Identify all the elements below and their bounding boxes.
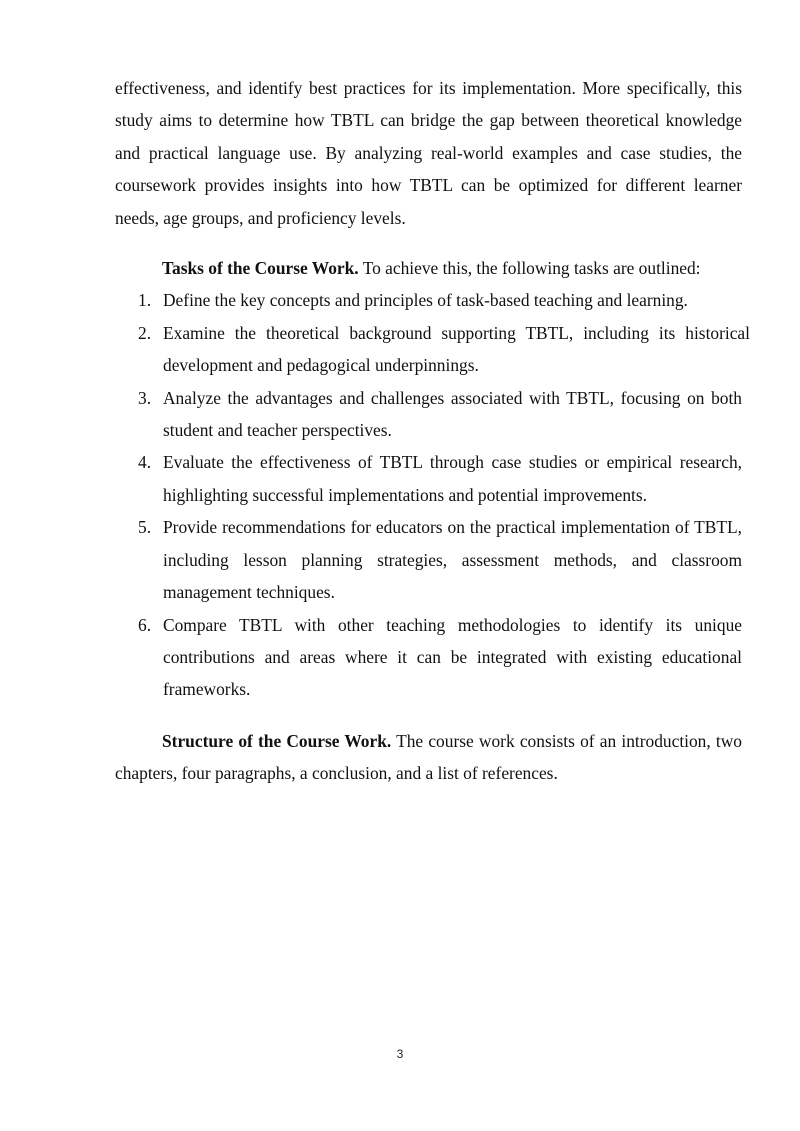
list-item [115, 446, 742, 511]
document-page [115, 72, 750, 790]
structure-paragraph [115, 725, 742, 790]
list-item [115, 284, 742, 316]
tasks-lead-text: To achieve this, the following tasks are outlined: [358, 258, 701, 279]
structure-text: The course work consists of an introduction, two chapters, four paragraphs, a conclusion, and a list of references. [115, 730, 742, 784]
tasks-list [115, 284, 750, 705]
list-item-text: Define the key concepts and principles of task-based teaching and learning. [163, 290, 688, 311]
intro-paragraph: effectiveness, and identify best practices for its implementation. More specifically, this study aims to determine how TBTL can bridge the gap between theoretical knowledge and practical language use. By analyzing real-world examples and case studies, the coursework provides insights into how TBTL can be optimized for different learner needs, age groups, and proficiency levels. [115, 78, 742, 228]
list-item-number: 4. [138, 452, 152, 473]
list-item-text: Compare TBTL with other teaching methodologies to identify its unique contributions and areas where it can be integrated with existing educational frameworks. [163, 614, 742, 700]
list-item [115, 511, 742, 608]
list-item-text: Examine the theoretical background supporting TBTL, including its historical development and pedagogical underpinnings. [163, 322, 750, 376]
tasks-heading: Tasks of the Course Work. [162, 258, 359, 279]
list-item-number: 3. [138, 387, 152, 408]
list-item-text: Analyze the advantages and challenges associated with TBTL, focusing on both student and teacher perspectives. [163, 387, 742, 441]
list-item [115, 609, 742, 706]
list-item-number: 1. [138, 290, 152, 311]
list-item-text: Provide recommendations for educators on the practical implementation of TBTL, including lesson planning strategies, assessment methods, and classroom management techniques. [163, 517, 742, 603]
structure-heading: Structure of the Course Work. [162, 730, 392, 751]
list-item [115, 382, 742, 447]
list-item-text: Evaluate the effectiveness of TBTL through case studies or empirical research, highlighting successful implementations and potential improvements. [163, 452, 742, 505]
page-number: 3 [396, 1047, 404, 1061]
list-item [115, 317, 750, 382]
list-item-number: 5. [138, 517, 152, 538]
list-item-number: 2. [138, 322, 152, 343]
tasks-paragraph [115, 252, 742, 284]
list-item-number: 6. [138, 614, 152, 635]
